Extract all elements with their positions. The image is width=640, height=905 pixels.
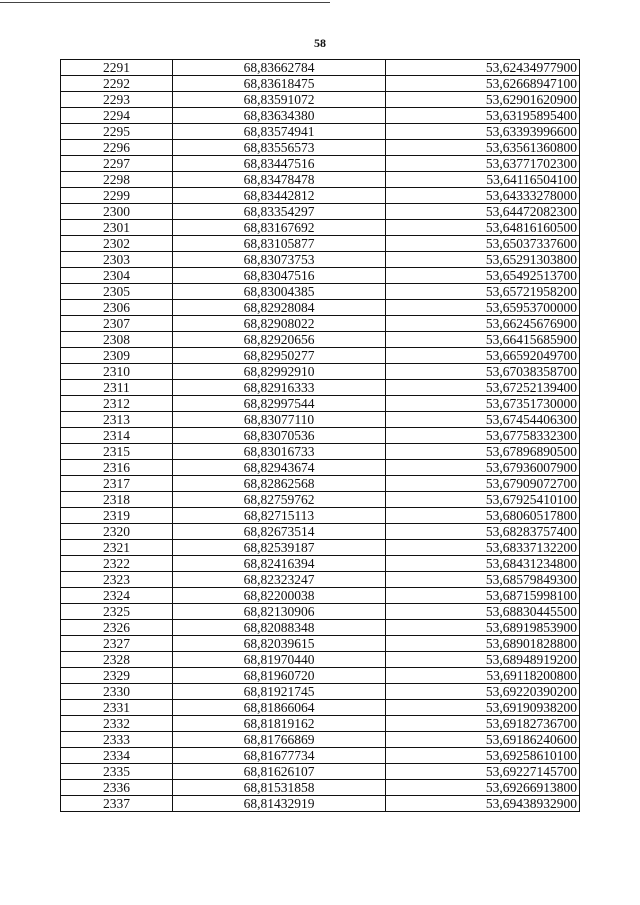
y-coordinate-cell: 53,69190938200 bbox=[386, 700, 580, 716]
point-number-cell: 2309 bbox=[61, 348, 173, 364]
point-number-cell: 2302 bbox=[61, 236, 173, 252]
table-row bbox=[61, 524, 580, 540]
table-body bbox=[61, 60, 580, 812]
y-coordinate-cell: 53,62901620900 bbox=[386, 92, 580, 108]
table-row bbox=[61, 188, 580, 204]
y-coordinate-cell: 53,69266913800 bbox=[386, 780, 580, 796]
table-row bbox=[61, 684, 580, 700]
point-number-cell: 2327 bbox=[61, 636, 173, 652]
x-coordinate-cell: 68,81766869 bbox=[173, 732, 386, 748]
point-number-cell: 2323 bbox=[61, 572, 173, 588]
table-row bbox=[61, 316, 580, 332]
table-row bbox=[61, 108, 580, 124]
table-row bbox=[61, 748, 580, 764]
point-number-cell: 2324 bbox=[61, 588, 173, 604]
table-row bbox=[61, 508, 580, 524]
top-rule bbox=[0, 2, 330, 3]
x-coordinate-cell: 68,82715113 bbox=[173, 508, 386, 524]
x-coordinate-cell: 68,82992910 bbox=[173, 364, 386, 380]
x-coordinate-cell: 68,81626107 bbox=[173, 764, 386, 780]
point-number-cell: 2292 bbox=[61, 76, 173, 92]
point-number-cell: 2291 bbox=[61, 60, 173, 76]
x-coordinate-cell: 68,82997544 bbox=[173, 396, 386, 412]
table-row bbox=[61, 540, 580, 556]
y-coordinate-cell: 53,64472082300 bbox=[386, 204, 580, 220]
y-coordinate-cell: 53,65492513700 bbox=[386, 268, 580, 284]
table-row bbox=[61, 92, 580, 108]
y-coordinate-cell: 53,67896890500 bbox=[386, 444, 580, 460]
table-row bbox=[61, 700, 580, 716]
y-coordinate-cell: 53,68337132200 bbox=[386, 540, 580, 556]
table-row bbox=[61, 284, 580, 300]
point-number-cell: 2333 bbox=[61, 732, 173, 748]
table-row bbox=[61, 732, 580, 748]
point-number-cell: 2321 bbox=[61, 540, 173, 556]
point-number-cell: 2296 bbox=[61, 140, 173, 156]
x-coordinate-cell: 68,82943674 bbox=[173, 460, 386, 476]
point-number-cell: 2301 bbox=[61, 220, 173, 236]
y-coordinate-cell: 53,64333278000 bbox=[386, 188, 580, 204]
table-row bbox=[61, 780, 580, 796]
table-row bbox=[61, 668, 580, 684]
x-coordinate-cell: 68,83447516 bbox=[173, 156, 386, 172]
y-coordinate-cell: 53,69227145700 bbox=[386, 764, 580, 780]
x-coordinate-cell: 68,82039615 bbox=[173, 636, 386, 652]
point-number-cell: 2330 bbox=[61, 684, 173, 700]
table-row bbox=[61, 252, 580, 268]
y-coordinate-cell: 53,66592049700 bbox=[386, 348, 580, 364]
table-row bbox=[61, 268, 580, 284]
x-coordinate-cell: 68,81970440 bbox=[173, 652, 386, 668]
point-number-cell: 2325 bbox=[61, 604, 173, 620]
x-coordinate-cell: 68,83077110 bbox=[173, 412, 386, 428]
x-coordinate-cell: 68,83354297 bbox=[173, 204, 386, 220]
table-row bbox=[61, 492, 580, 508]
x-coordinate-cell: 68,83105877 bbox=[173, 236, 386, 252]
y-coordinate-cell: 53,68948919200 bbox=[386, 652, 580, 668]
table-row bbox=[61, 412, 580, 428]
table-row bbox=[61, 460, 580, 476]
point-number-cell: 2293 bbox=[61, 92, 173, 108]
table-row bbox=[61, 172, 580, 188]
y-coordinate-cell: 53,68715998100 bbox=[386, 588, 580, 604]
y-coordinate-cell: 53,67252139400 bbox=[386, 380, 580, 396]
table-row bbox=[61, 716, 580, 732]
point-number-cell: 2315 bbox=[61, 444, 173, 460]
y-coordinate-cell: 53,65291303800 bbox=[386, 252, 580, 268]
x-coordinate-cell: 68,83167692 bbox=[173, 220, 386, 236]
point-number-cell: 2337 bbox=[61, 796, 173, 812]
point-number-cell: 2322 bbox=[61, 556, 173, 572]
x-coordinate-cell: 68,83478478 bbox=[173, 172, 386, 188]
x-coordinate-cell: 68,82416394 bbox=[173, 556, 386, 572]
table-row bbox=[61, 380, 580, 396]
y-coordinate-cell: 53,63393996600 bbox=[386, 124, 580, 140]
point-number-cell: 2316 bbox=[61, 460, 173, 476]
table-row bbox=[61, 476, 580, 492]
point-number-cell: 2311 bbox=[61, 380, 173, 396]
point-number-cell: 2331 bbox=[61, 700, 173, 716]
x-coordinate-cell: 68,82200038 bbox=[173, 588, 386, 604]
table-row bbox=[61, 220, 580, 236]
x-coordinate-cell: 68,82920656 bbox=[173, 332, 386, 348]
x-coordinate-cell: 68,83073753 bbox=[173, 252, 386, 268]
y-coordinate-cell: 53,66245676900 bbox=[386, 316, 580, 332]
x-coordinate-cell: 68,82539187 bbox=[173, 540, 386, 556]
x-coordinate-cell: 68,83574941 bbox=[173, 124, 386, 140]
x-coordinate-cell: 68,83556573 bbox=[173, 140, 386, 156]
y-coordinate-cell: 53,63561360800 bbox=[386, 140, 580, 156]
x-coordinate-cell: 68,83634380 bbox=[173, 108, 386, 124]
y-coordinate-cell: 53,62434977900 bbox=[386, 60, 580, 76]
y-coordinate-cell: 53,69220390200 bbox=[386, 684, 580, 700]
x-coordinate-cell: 68,83618475 bbox=[173, 76, 386, 92]
y-coordinate-cell: 53,69182736700 bbox=[386, 716, 580, 732]
table-row bbox=[61, 364, 580, 380]
y-coordinate-cell: 53,67909072700 bbox=[386, 476, 580, 492]
page-number: 58 bbox=[314, 36, 326, 50]
point-number-cell: 2306 bbox=[61, 300, 173, 316]
x-coordinate-cell: 68,82759762 bbox=[173, 492, 386, 508]
point-number-cell: 2313 bbox=[61, 412, 173, 428]
x-coordinate-cell: 68,82130906 bbox=[173, 604, 386, 620]
y-coordinate-cell: 53,67936007900 bbox=[386, 460, 580, 476]
y-coordinate-cell: 53,67758332300 bbox=[386, 428, 580, 444]
y-coordinate-cell: 53,68830445500 bbox=[386, 604, 580, 620]
x-coordinate-cell: 68,81866064 bbox=[173, 700, 386, 716]
point-number-cell: 2304 bbox=[61, 268, 173, 284]
y-coordinate-cell: 53,68283757400 bbox=[386, 524, 580, 540]
table-row bbox=[61, 76, 580, 92]
x-coordinate-cell: 68,81432919 bbox=[173, 796, 386, 812]
x-coordinate-cell: 68,82862568 bbox=[173, 476, 386, 492]
point-number-cell: 2329 bbox=[61, 668, 173, 684]
y-coordinate-cell: 53,67038358700 bbox=[386, 364, 580, 380]
y-coordinate-cell: 53,69118200800 bbox=[386, 668, 580, 684]
point-number-cell: 2310 bbox=[61, 364, 173, 380]
y-coordinate-cell: 53,68919853900 bbox=[386, 620, 580, 636]
x-coordinate-cell: 68,81531858 bbox=[173, 780, 386, 796]
table-row bbox=[61, 124, 580, 140]
table-row bbox=[61, 140, 580, 156]
x-coordinate-cell: 68,83016733 bbox=[173, 444, 386, 460]
table-row bbox=[61, 572, 580, 588]
x-coordinate-cell: 68,82088348 bbox=[173, 620, 386, 636]
table-row bbox=[61, 396, 580, 412]
y-coordinate-cell: 53,65721958200 bbox=[386, 284, 580, 300]
x-coordinate-cell: 68,83662784 bbox=[173, 60, 386, 76]
x-coordinate-cell: 68,82928084 bbox=[173, 300, 386, 316]
table-row bbox=[61, 444, 580, 460]
y-coordinate-cell: 53,68901828800 bbox=[386, 636, 580, 652]
point-number-cell: 2294 bbox=[61, 108, 173, 124]
x-coordinate-cell: 68,83442812 bbox=[173, 188, 386, 204]
point-number-cell: 2307 bbox=[61, 316, 173, 332]
x-coordinate-cell: 68,82916333 bbox=[173, 380, 386, 396]
point-number-cell: 2312 bbox=[61, 396, 173, 412]
y-coordinate-cell: 53,69258610100 bbox=[386, 748, 580, 764]
table-row bbox=[61, 636, 580, 652]
point-number-cell: 2314 bbox=[61, 428, 173, 444]
point-number-cell: 2335 bbox=[61, 764, 173, 780]
y-coordinate-cell: 53,64816160500 bbox=[386, 220, 580, 236]
point-number-cell: 2334 bbox=[61, 748, 173, 764]
x-coordinate-cell: 68,81819162 bbox=[173, 716, 386, 732]
table-row bbox=[61, 604, 580, 620]
x-coordinate-cell: 68,81960720 bbox=[173, 668, 386, 684]
x-coordinate-cell: 68,81921745 bbox=[173, 684, 386, 700]
y-coordinate-cell: 53,64116504100 bbox=[386, 172, 580, 188]
table-row bbox=[61, 156, 580, 172]
table-row bbox=[61, 620, 580, 636]
table-row bbox=[61, 764, 580, 780]
table-row bbox=[61, 204, 580, 220]
table-row bbox=[61, 332, 580, 348]
point-number-cell: 2332 bbox=[61, 716, 173, 732]
point-number-cell: 2298 bbox=[61, 172, 173, 188]
point-number-cell: 2295 bbox=[61, 124, 173, 140]
y-coordinate-cell: 53,69438932900 bbox=[386, 796, 580, 812]
table-row bbox=[61, 556, 580, 572]
table-row bbox=[61, 348, 580, 364]
y-coordinate-cell: 53,67925410100 bbox=[386, 492, 580, 508]
y-coordinate-cell: 53,69186240600 bbox=[386, 732, 580, 748]
point-number-cell: 2308 bbox=[61, 332, 173, 348]
table-row bbox=[61, 796, 580, 812]
y-coordinate-cell: 53,65953700000 bbox=[386, 300, 580, 316]
y-coordinate-cell: 53,63195895400 bbox=[386, 108, 580, 124]
y-coordinate-cell: 53,62668947100 bbox=[386, 76, 580, 92]
y-coordinate-cell: 53,66415685900 bbox=[386, 332, 580, 348]
x-coordinate-cell: 68,81677734 bbox=[173, 748, 386, 764]
y-coordinate-cell: 53,67351730000 bbox=[386, 396, 580, 412]
point-number-cell: 2318 bbox=[61, 492, 173, 508]
point-number-cell: 2299 bbox=[61, 188, 173, 204]
point-number-cell: 2336 bbox=[61, 780, 173, 796]
point-number-cell: 2300 bbox=[61, 204, 173, 220]
point-number-cell: 2305 bbox=[61, 284, 173, 300]
point-number-cell: 2303 bbox=[61, 252, 173, 268]
x-coordinate-cell: 68,83591072 bbox=[173, 92, 386, 108]
y-coordinate-cell: 53,65037337600 bbox=[386, 236, 580, 252]
y-coordinate-cell: 53,68431234800 bbox=[386, 556, 580, 572]
point-number-cell: 2317 bbox=[61, 476, 173, 492]
point-number-cell: 2320 bbox=[61, 524, 173, 540]
x-coordinate-cell: 68,82673514 bbox=[173, 524, 386, 540]
y-coordinate-cell: 53,68060517800 bbox=[386, 508, 580, 524]
x-coordinate-cell: 68,83047516 bbox=[173, 268, 386, 284]
x-coordinate-cell: 68,82950277 bbox=[173, 348, 386, 364]
x-coordinate-cell: 68,83004385 bbox=[173, 284, 386, 300]
x-coordinate-cell: 68,82323247 bbox=[173, 572, 386, 588]
y-coordinate-cell: 53,63771702300 bbox=[386, 156, 580, 172]
table-row bbox=[61, 60, 580, 76]
table-row bbox=[61, 588, 580, 604]
point-number-cell: 2319 bbox=[61, 508, 173, 524]
point-number-cell: 2297 bbox=[61, 156, 173, 172]
y-coordinate-cell: 53,68579849300 bbox=[386, 572, 580, 588]
point-number-cell: 2326 bbox=[61, 620, 173, 636]
table-row bbox=[61, 236, 580, 252]
y-coordinate-cell: 53,67454406300 bbox=[386, 412, 580, 428]
point-number-cell: 2328 bbox=[61, 652, 173, 668]
x-coordinate-cell: 68,83070536 bbox=[173, 428, 386, 444]
table-row bbox=[61, 428, 580, 444]
table-row bbox=[61, 300, 580, 316]
x-coordinate-cell: 68,82908022 bbox=[173, 316, 386, 332]
coordinates-table bbox=[60, 59, 580, 812]
table-row bbox=[61, 652, 580, 668]
